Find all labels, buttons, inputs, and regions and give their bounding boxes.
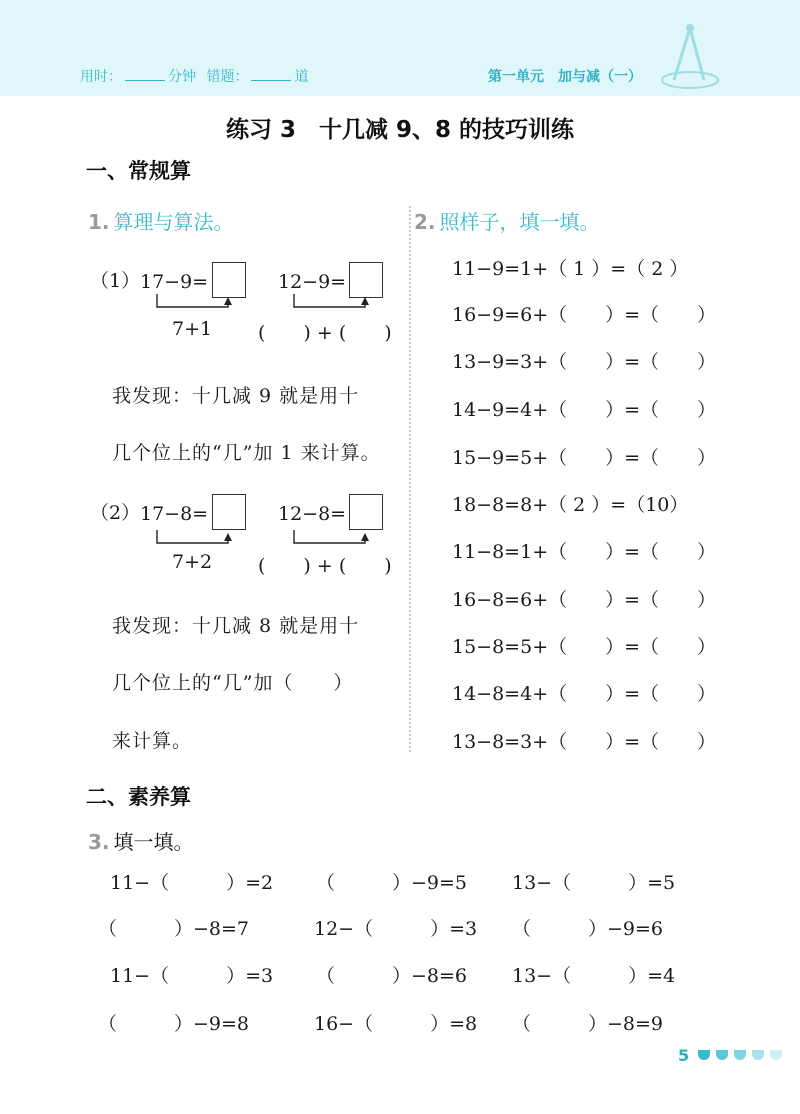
errors-unit: 道 [294, 69, 309, 85]
question-3-text: 填一填。 [113, 830, 194, 854]
q1-part2-finding-line2[interactable]: 几个位上的“几”加（ ） [112, 672, 354, 694]
q3-item[interactable]: 11−（ ）=3 [110, 965, 274, 987]
q2-row[interactable]: 13−8=3+（ ）=（ ） [452, 731, 717, 753]
q1-part1-finding-line2: 几个位上的“几”加 1 来计算。 [112, 442, 381, 464]
q2-row[interactable]: 14−8=4+（ ）=（ ） [452, 683, 717, 705]
q1-part2-finding-line3: 来计算。 [112, 730, 193, 752]
q1-part2-split-a: 7+2 [172, 551, 213, 573]
q3-item[interactable]: 13−（ ）=4 [512, 965, 676, 987]
question-3-number: 3. [88, 830, 110, 854]
q3-item[interactable]: （ ）−8=7 [98, 918, 250, 940]
q1-part2-label: （2） [90, 502, 141, 524]
q1-part1-finding-line1: 我发现：十几减 9 就是用十 [112, 385, 360, 407]
question-2-text: 照样子，填一填。 [439, 210, 600, 234]
q2-row[interactable]: 16−8=6+（ ）=（ ） [452, 589, 717, 611]
q2-row: 11−9=1+（ 1 ）=（ 2 ） [452, 258, 689, 280]
page-title: 练习 3 十几减 9、8 的技巧训练 [225, 117, 575, 143]
q3-item[interactable]: （ ）−9=8 [98, 1013, 250, 1035]
q3-item[interactable]: 16−（ ）=8 [314, 1013, 478, 1035]
q1-part2-answer-box-a[interactable] [212, 494, 246, 530]
q3-item[interactable]: （ ）−9=5 [316, 872, 468, 894]
q2-row[interactable]: 13−9=3+（ ）=（ ） [452, 351, 717, 373]
q3-item[interactable]: 11−（ ）=2 [110, 872, 274, 894]
q1-part2-equation-a: 17−8= [140, 503, 209, 525]
section-1-title: 一、常规算 [86, 159, 191, 183]
q2-row[interactable]: 14−9=4+（ ）=（ ） [452, 399, 717, 421]
unit-label: 第一单元 加与减（一） [488, 69, 642, 85]
page-number: 5 [678, 1046, 690, 1065]
question-1-text: 算理与算法。 [113, 210, 234, 234]
q1-part2-answer-box-b[interactable] [349, 494, 383, 530]
q1-part2-finding-line1: 我发现：十几减 8 就是用十 [112, 615, 360, 637]
time-unit: 分钟 [168, 69, 196, 85]
q3-item[interactable]: （ ）−9=6 [512, 918, 664, 940]
q3-item[interactable]: （ ）−8=9 [512, 1013, 664, 1035]
q1-part1-label: （1） [90, 270, 141, 292]
q2-row[interactable]: 15−9=5+（ ）=（ ） [452, 447, 717, 469]
q2-row[interactable]: 11−8=1+（ ）=（ ） [452, 541, 717, 563]
q2-row[interactable]: 16−9=6+（ ）=（ ） [452, 304, 717, 326]
q1-part2-split-b[interactable]: ( ) + ( ) [258, 555, 392, 577]
time-label: 用时： [80, 69, 122, 85]
question-1-number: 1. [88, 210, 110, 234]
q1-part1-split-a: 7+1 [172, 318, 213, 340]
section-2-title: 二、素养算 [86, 785, 191, 809]
q3-item[interactable]: 12−（ ）=3 [314, 918, 478, 940]
q2-row: 18−8=8+（ 2 ）=（10） [452, 494, 689, 516]
q1-part1-split-b[interactable]: ( ) + ( ) [258, 322, 392, 344]
q1-part1-equation-b: 12−9= [278, 271, 347, 293]
q1-part1-equation-a: 17−9= [140, 271, 209, 293]
q3-item[interactable]: 13−（ ）=5 [512, 872, 676, 894]
errors-label: 错题： [206, 69, 249, 85]
question-2-number: 2. [414, 210, 436, 234]
question-3-title [88, 826, 194, 855]
q3-item[interactable]: （ ）−8=6 [316, 965, 468, 987]
q1-part2-equation-b: 12−8= [278, 503, 347, 525]
q2-row[interactable]: 15−8=5+（ ）=（ ） [452, 636, 717, 658]
